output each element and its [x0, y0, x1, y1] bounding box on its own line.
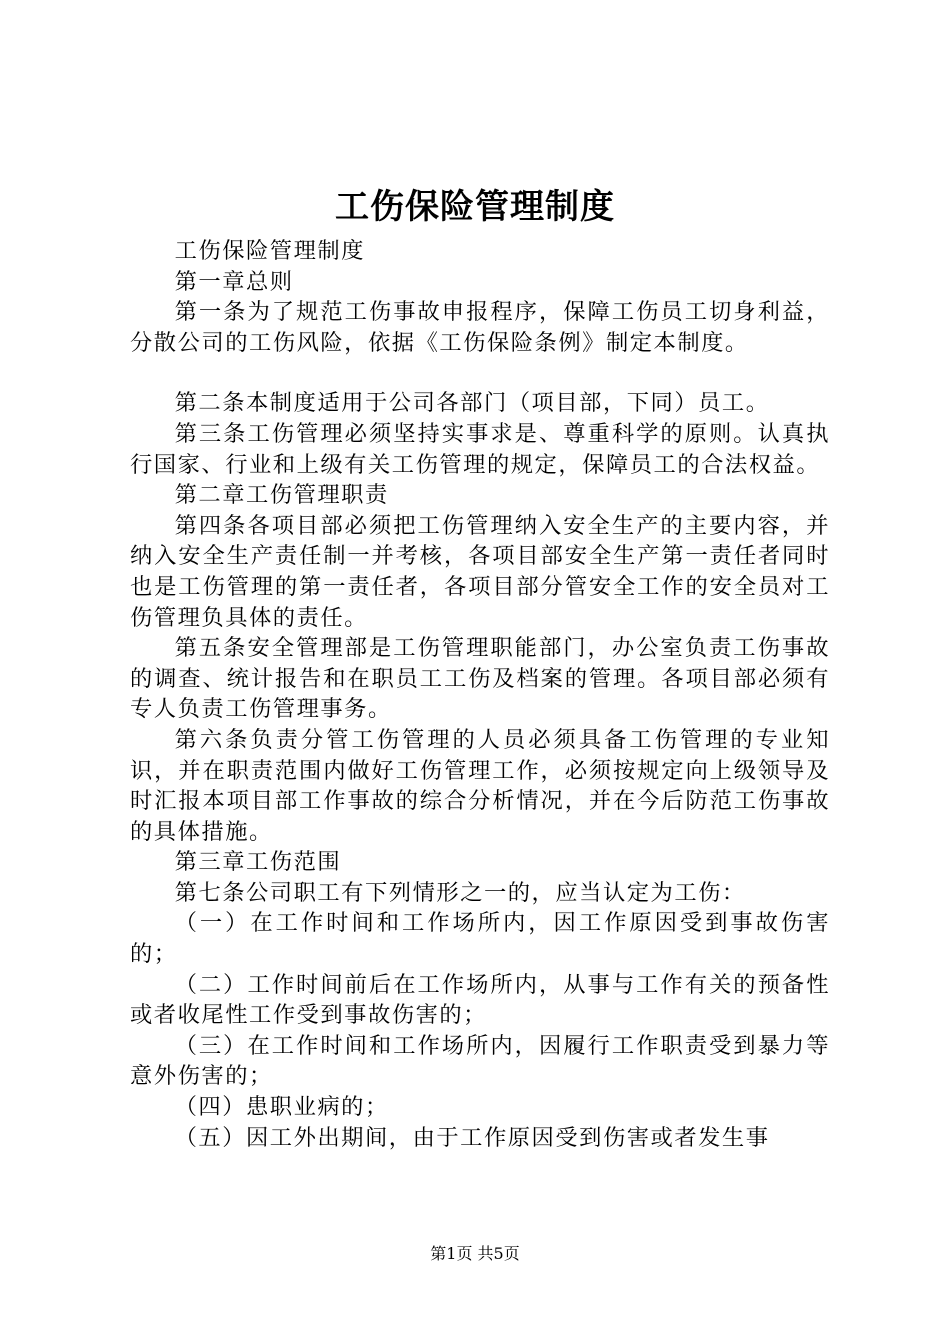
- list-item: （四）患职业病的；: [174, 1094, 389, 1121]
- article-paragraph: 第五条安全管理部是工伤管理职能部门，办公室负责工伤事故的调查、统计报告和在职员工工伤及档案的管理。各项目部必须有专人负责工伤管理事务。: [130, 635, 830, 723]
- document-title: 工伤保险管理制度: [335, 187, 615, 227]
- list-item: （二）工作时间前后在工作场所内，从事与工作有关的预备性或者收尾性工作受到事故伤害的；: [130, 971, 830, 1029]
- article-paragraph: 第三条工伤管理必须坚持实事求是、尊重科学的原则。认真执行国家、行业和上级有关工伤管理的规定，保障员工的合法权益。: [130, 420, 830, 478]
- list-item: （五）因工外出期间，由于工作原因受到伤害或者发生事: [174, 1124, 770, 1151]
- list-item: （一）在工作时间和工作场所内，因工作原因受到事故伤害的；: [130, 910, 830, 968]
- article-paragraph: 第六条负责分管工伤管理的人员必须具备工伤管理的专业知识，并在职责范围内做好工伤管理工作，必须按规定向上级领导及时汇报本项目部工作事故的综合分析情况，并在今后防范工伤事故的具体措施。: [130, 726, 830, 845]
- article-paragraph: 第一条为了规范工伤事故申报程序，保障工伤员工切身利益，分散公司的工伤风险，依据《工伤保险条例》制定本制度。: [130, 299, 830, 356]
- page-number-footer: 第1页 共5页: [430, 1244, 520, 1263]
- list-item: （三）在工作时间和工作场所内，因履行工作职责受到暴力等意外伤害的；: [130, 1032, 830, 1090]
- article-paragraph: 第四条各项目部必须把工伤管理纳入安全生产的主要内容，并纳入安全生产责任制一并考核，各项目部安全生产第一责任者同时也是工伤管理的第一责任者，各项目部分管安全工作的安全员对工伤管理负具体的责任。: [130, 512, 830, 631]
- chapter-heading: 第一章总则: [174, 268, 294, 295]
- chapter-heading: 第二章工伤管理职责: [174, 482, 389, 509]
- document-body: [130, 236, 830, 1153]
- article-paragraph: 第二条本制度适用于公司各部门（项目部，下同）员工。: [174, 390, 770, 417]
- article-paragraph: 第七条公司职工有下列情形之一的，应当认定为工伤：: [174, 879, 746, 906]
- chapter-heading: 第三章工伤范围: [174, 849, 342, 876]
- paragraph-heading: 工伤保险管理制度: [174, 238, 365, 264]
